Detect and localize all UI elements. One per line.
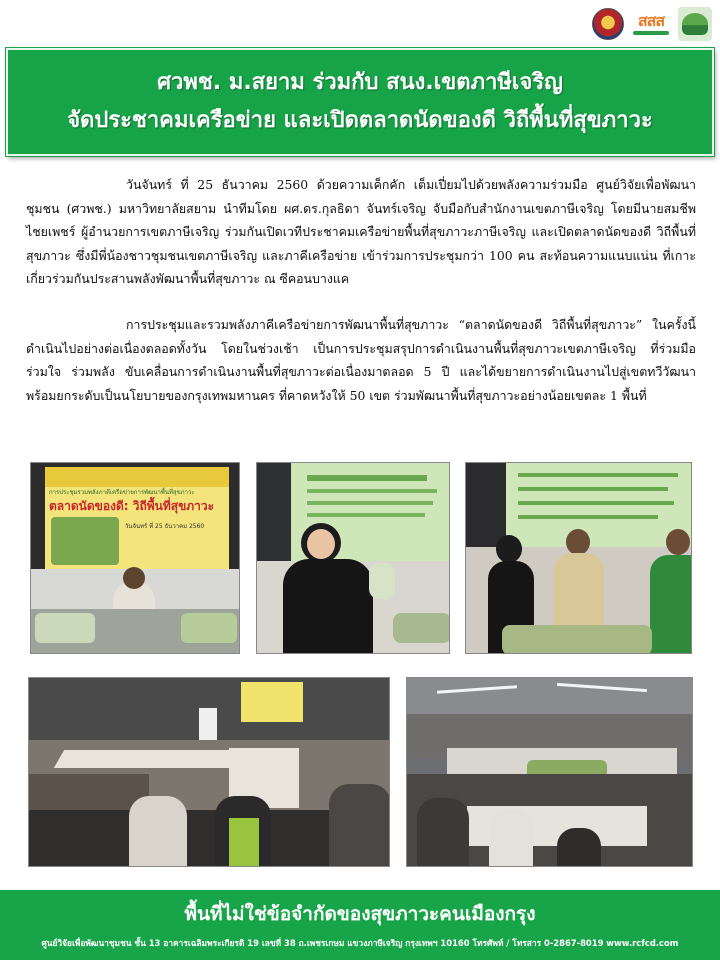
photo-woman-presenting (256, 462, 450, 654)
photo-official-speaking (30, 462, 240, 654)
thai-health-logo (630, 8, 672, 40)
article-paragraph-2: การประชุมและรวมพลังภาคีเครือข่ายการพัฒนาพื้นที่สุขภาวะ “ตลาดนัดของดี วิถีพื้นที่สุขภาวะ” ในครั้งนี้ ดำเนินไปอย่างต่อเนื่องตลอดทั้งวัน โดยในช่วงเช้า เป็นการประชุมสรุปการดำเนินงานพื้นที่สุขภาวะเขตภาษีเจริญ ที่ร่วมมือ ร่วมใจ ร่วมพลัง ขับเคลื่อนการดำเนินงานพื้นที่สุขภาวะต่อเนื่องมาตลอด 5 ปี และได้ขยายการดำเนินงานไปสู่เขตทวีวัฒนา พร้อมยกระดับเป็นนโยบายของกรุงเทพมหานคร ที่คาดหวังให้ 50 เขต ร่วมพัฒนาพื้นที่สุขภาวะอย่างน้อยเขตละ 1 พื้นที่ (26, 317, 696, 403)
article-paragraph-1: วันจันทร์ ที่ 25 ธันวาคม 2560 ด้วยความเค็กคัก เต็มเปี่ยมไปด้วยพลังความร่วมมือ ศูนย์วิจัยเพื่อพัฒนาชุมชน (ศวพช.) มหาวิทยาลัยสยาม นำทีมโดย ผศ.ดร.กุลธิดา จันทร์เจริญ จับมือกับสำนักงานเขตภาษีเจริญ โดยมีนายสมชีพ ไชยเพชร์ ผู้อำนวยการเขตภาษีเจริญ ร่วมกันเปิดเวทีประชาคมเครือข่ายพื้นที่สุขภาวะภาษีเจริญ และเปิดตลาดนัดของดี วิถีพื้นที่สุขภาวะ ซึ่งมีพี่น้องชาวชุมชนเขตภาษีเจริญ และภาคีเครือข่าย เข้าร่วมการประชุมกว่า 100 คน สะท้อนความแนบแน่น ที่เกาะเกี่ยวร่วมกันประสานพลังพัฒนาพื้นที่สุขภาวะ ณ ซีคอนบางแค (26, 177, 696, 286)
banner-title: ตลาดนัดของดี: วิถีพื้นที่สุขภาวะ (49, 499, 215, 513)
photo-meeting-tables (406, 677, 693, 867)
university-seal-logo (592, 8, 624, 40)
headline-banner (6, 48, 714, 156)
footer-address: ศูนย์วิจัยเพื่อพัฒนาชุมชน ชั้น 13 อาคารเฉลิมพระเกียรติ 19 เลขที่ 38 ถ.เพชรเกษม แขวงภาษีเจริญ กรุงเทพฯ 10160 โทรศัพท์ / โทรสาร 0-2867-8019 www.rcfcd.com (41, 938, 679, 948)
headline-line-1: ศวพช. ม.สยาม ร่วมกับ สนง.เขตภาษีเจริญ (157, 70, 563, 95)
headline-line-2: จัดประชาคมเครือข่าย และเปิดตลาดนัดของดี วิถีพื้นที่สุขภาวะ (67, 108, 653, 133)
banner-date: วันจันทร์ ที่ 25 ธันวาคม 2560 (125, 523, 205, 530)
banner-subtitle: การประชุมรวมพลังภาคีเครือข่ายการพัฒนาพื้นที่สุขภาวะ (49, 489, 195, 496)
community-logo (678, 7, 712, 41)
photo-group-presenters (465, 462, 692, 654)
footer-bar (0, 890, 720, 960)
partner-logos (592, 6, 712, 42)
photo-meeting-room (28, 677, 390, 867)
thai-health-logo-mark: สสส (637, 11, 665, 30)
footer-slogan: พื้นที่ไม่ใช่ข้อจำกัดของสุขภาวะคนเมืองกรุง (184, 903, 536, 925)
